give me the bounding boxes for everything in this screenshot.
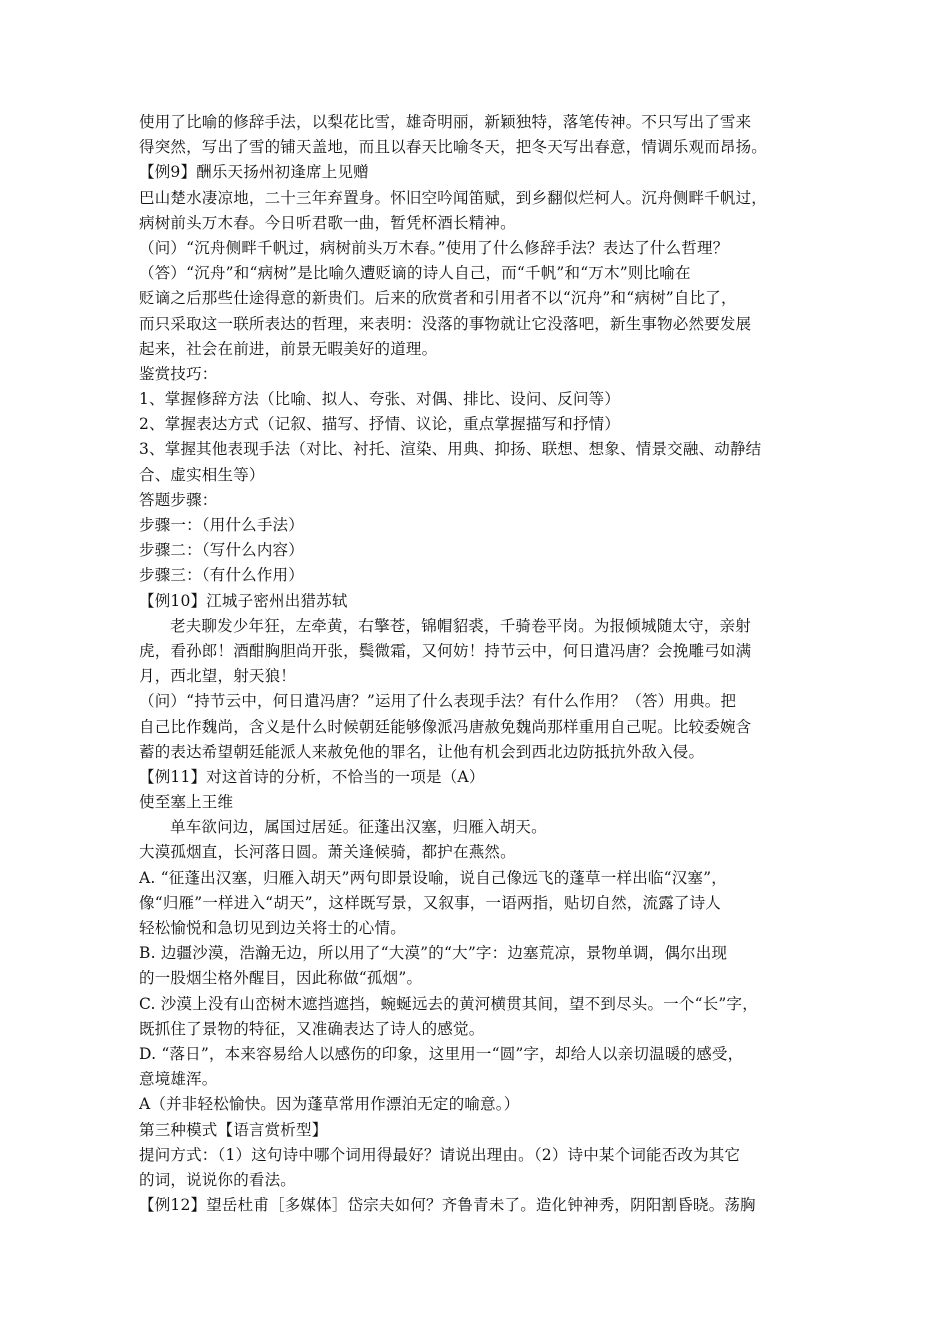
text-line: 单车欲问边，属国过居延。征蓬出汉塞，归雁入胡天。 <box>170 818 547 837</box>
text-line: 像“归雁”一样进入“胡天”，这样既写景，又叙事，一语两指，贴切自然，流露了诗人 <box>139 893 721 912</box>
text-line: 的一股烟尘格外醒目，因此称做“孤烟”。 <box>139 969 423 988</box>
text-line: B. 边疆沙漠，浩瀚无边，所以用了“大漠”的“大”字：边塞荒凉，景物单调，偶尔出现 <box>139 944 728 963</box>
text-line: 既抓住了景物的特征，又准确表达了诗人的感觉。 <box>139 1019 485 1038</box>
text-line: 合、虚实相生等） <box>139 465 265 484</box>
text-line: 的词，说说你的看法。 <box>139 1170 297 1189</box>
text-line: 虎，看孙郎！酒酣胸胆尚开张，鬓微霜，又何妨！持节云中，何日遣冯唐？会挽雕弓如满 <box>139 641 752 660</box>
text-line: 答题步骤： <box>139 490 218 509</box>
text-line: 起来，社会在前进，前景无暇美好的道理。 <box>139 339 438 358</box>
text-line: 而只采取这一联所表达的哲理，来表明：没落的事物就让它没落吧，新生事物必然要发展 <box>139 314 752 333</box>
text-line: D. “落日”，本来容易给人以感伤的印象，这里用一“圆”字，却给人以亲切温暖的感受， <box>139 1044 744 1063</box>
text-line: 贬谪之后那些仕途得意的新贵们。后来的欣赏者和引用者不以“沉舟”和“病树”自比了， <box>139 289 737 308</box>
text-line: （答）“沉舟”和“病树”是比喻久遭贬谪的诗人自己，而“千帆”和“万木”则比喻在 <box>139 264 691 283</box>
document-page <box>139 110 829 1218</box>
text-line: 意境雄浑。 <box>139 1070 218 1089</box>
text-line: 步骤二：（写什么内容） <box>139 541 304 560</box>
text-line: 【例11】对这首诗的分析，不恰当的一项是（A） <box>139 767 485 786</box>
text-line: 第三种模式【语言赏析型】 <box>139 1120 328 1139</box>
text-line: C. 沙漠上没有山峦树木遮挡遮挡，蜿蜒远去的黄河横贯其间，望不到尽头。一个“长”字， <box>139 994 758 1013</box>
text-line: 2、掌握表达方式（记叙、描写、抒情、议论，重点掌握描写和抒情） <box>139 415 621 434</box>
text-line: 步骤三：（有什么作用） <box>139 566 304 585</box>
text-line: 轻松愉悦和急切见到边关将士的心情。 <box>139 919 406 937</box>
text-line: 【例9】酬乐天扬州初逢席上见赠 <box>139 163 369 182</box>
text-line: 得突然，写出了雪的铺天盖地，而且以春天比喻冬天，把冬天写出春意，情调乐观而昂扬。 <box>139 138 768 157</box>
text-line: 使至塞上王维 <box>139 793 234 812</box>
text-line: 老夫聊发少年狂，左牵黄，右擎苍，锦帽貂裘，千骑卷平岗。为报倾城随太守，亲射 <box>170 616 751 635</box>
text-line: A. “征蓬出汉塞，归雁入胡天”两句即景设喻，说自己像远飞的蓬草一样出临“汉塞”， <box>139 868 727 887</box>
text-line: 提问方式：（1）这句诗中哪个词用得最好？请说出理由。（2）诗中某个词能否改为其它 <box>139 1145 741 1164</box>
text-line: 使用了比喻的修辞手法，以梨花比雪，雄奇明丽，新颖独特，落笔传神。不只写出了雪来 <box>139 113 752 131</box>
text-line: 月，西北望，射天狼！ <box>139 667 297 686</box>
text-line: 鉴赏技巧： <box>139 364 218 383</box>
text-line: 步骤一：（用什么手法） <box>139 516 304 534</box>
text-line: （问）“持节云中，何日遣冯唐？”运用了什么表现手法？有什么作用？（答）用典。把 <box>139 692 737 711</box>
text-line: （问）“沉舟侧畔千帆过，病树前头万木春。”使用了什么修辞手法？表达了什么哲理？ <box>139 238 729 257</box>
text-line: 【例10】江城子密州出猎苏轼 <box>139 591 348 610</box>
text-line: 【例12】望岳杜甫［多媒体］岱宗夫如何？齐鲁青未了。造化钟神秀，阴阳割昏晓。荡胸 <box>139 1196 756 1215</box>
text-line: 巴山楚水凄凉地，二十三年弃置身。怀旧空吟闻笛赋，到乡翻似烂柯人。沉舟侧畔千帆过， <box>139 188 768 207</box>
text-line: 蓄的表达希望朝廷能派人来赦免他的罪名，让他有机会到西北边防抵抗外敌入侵。 <box>139 742 705 761</box>
text-line: 大漠孤烟直，长河落日圆。萧关逢候骑，都护在燕然。 <box>139 843 516 862</box>
text-line: 病树前头万木春。今日听君歌一曲，暂凭杯酒长精神。 <box>139 213 516 232</box>
text-line: A（并非轻松愉快。因为蓬草常用作漂泊无定的喻意。） <box>139 1095 520 1114</box>
text-line: 自己比作魏尚，含义是什么时候朝廷能够像派冯唐赦免魏尚那样重用自己呢。比较委婉含 <box>139 717 752 736</box>
text-line: 3、掌握其他表现手法（对比、衬托、渲染、用典、抑扬、联想、想象、情景交融、动静结 <box>139 440 762 459</box>
text-line: 1、掌握修辞方法（比喻、拟人、夸张、对偶、排比、设问、反问等） <box>139 390 621 409</box>
